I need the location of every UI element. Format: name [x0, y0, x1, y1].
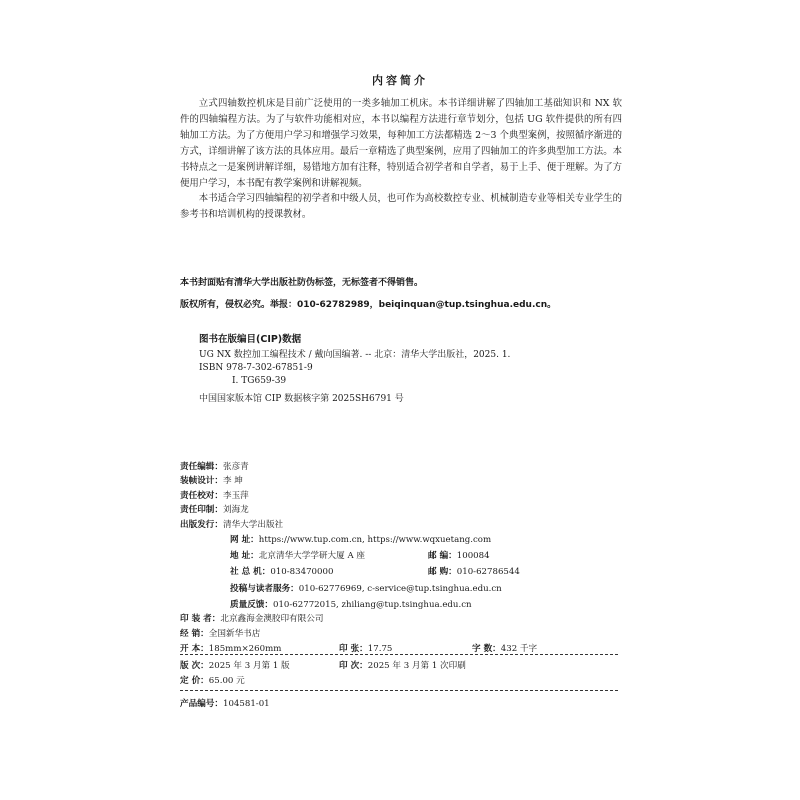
credit-label: 责任校对： [180, 491, 223, 501]
dashed-divider [180, 690, 618, 691]
spec-distributor [180, 627, 260, 643]
cip-isbn: ISBN 978-7-302-67851-9 [199, 363, 313, 373]
publisher-label: 网 址： [230, 535, 259, 545]
intro-title: 内容简介 [372, 74, 428, 87]
credit-label: 出版发行： [180, 520, 223, 530]
publisher-address [230, 549, 365, 565]
publisher-label: 地 址： [230, 551, 259, 561]
credit-label: 装帧设计： [180, 476, 223, 486]
publisher-label: 社 总 机： [230, 567, 271, 577]
credit-value: 李玉萍 [222, 491, 249, 501]
anti-counterfeit-notice: 本书封面贴有清华大学出版社防伪标签，无标签者不得销售。 [180, 278, 424, 288]
publisher-switchboard [230, 565, 333, 581]
spec-value: 2025 年 3 月第 1 次印刷 [367, 661, 466, 671]
credit-value: 张彦青 [222, 462, 249, 472]
credit-value: 李 坤 [222, 476, 243, 486]
spec-value: 17.75 [367, 644, 393, 654]
publisher-label: 投稿与读者服务： [230, 584, 299, 594]
publisher-postcode [428, 549, 490, 565]
publisher-label: 质量反馈： [230, 600, 273, 610]
product-label: 产品编号： [180, 699, 223, 709]
intro-paragraph-2: 本书适合学习四轴编程的初学者和中级人员，也可作为高校数控专业、机械制造专业等相关专业学生的参考书和培训机构的授课教材。 [180, 193, 622, 220]
cip-number: 中国国家版本馆 CIP 数据核字第 2025SH6791 号 [199, 394, 404, 404]
spec-price [180, 674, 245, 690]
intro-paragraph-1: 立式四轴数控机床是目前广泛使用的一类多轴加工机床。本书详细讲解了四轴加工基础知识和 NX 软件的四轴编程方法。为了与软件功能相对应，本书以编程方法进行章节划分，包括 UG 软件提供的所有四轴加工方法。为了方便用户学习和增强学习效果，每种加工方法都精选 2～3 个典型案例，按照循序渐进的方式，详细讲解了该方法的具体应用。最后一章精选了典型案例，应用了四轴加工的许多典型加工方法。本书特点之一是案例讲解详细，易错地方加有注释，特别适合初学者和自学者，易于上手、便于理解。为了方便用户学习，本书配有教学案例和讲解视频。 [180, 98, 622, 189]
publisher-value: 010-83470000 [270, 567, 334, 577]
product-value: 104581-01 [222, 699, 270, 709]
spec-value: 65.00 元 [208, 676, 245, 686]
spec-label: 经 销： [180, 629, 209, 639]
credit-print [180, 503, 249, 519]
spec-label: 字 数： [472, 644, 501, 654]
publisher-value: 北京清华大学学研大厦 A 座 [258, 551, 365, 561]
spec-label: 印 装 者： [180, 614, 221, 624]
publisher-web [230, 533, 491, 549]
publisher-value: 010-62772015, zhiliang@tup.tsinghua.edu.cn [272, 600, 472, 610]
spec-value: 432 千字 [500, 644, 538, 654]
publisher-value: 010-62786544 [456, 567, 520, 577]
spec-printing [339, 659, 466, 675]
credit-label: 责任编辑： [180, 462, 223, 472]
publisher-value: https://www.tup.com.cn, https://www.wqxuetang.com [258, 535, 492, 545]
spec-value: 2025 年 3 月第 1 版 [208, 661, 290, 671]
spec-format [180, 642, 281, 658]
spec-sheets [339, 642, 392, 658]
credit-publisher [180, 518, 283, 534]
spec-label: 印 次： [339, 661, 368, 671]
publisher-label: 邮 编： [428, 551, 457, 561]
spec-edition [180, 659, 290, 675]
spec-label: 印 张： [339, 644, 368, 654]
publisher-label: 邮 购： [428, 567, 457, 577]
publisher-value: 100084 [456, 551, 490, 561]
credit-label: 责任印制： [180, 505, 223, 515]
credit-value: 清华大学出版社 [222, 520, 284, 530]
cip-line: UG NX 数控加工编程技术 / 戴向国编著. -- 北京：清华大学出版社，2025. 1. [199, 350, 511, 360]
spec-label: 开 本： [180, 644, 209, 654]
spec-label: 定 价： [180, 676, 209, 686]
dashed-divider [180, 654, 618, 655]
publisher-mail-order [428, 565, 520, 581]
publisher-service [230, 582, 502, 598]
spec-printer [180, 612, 324, 628]
spec-word-count [472, 642, 537, 658]
product-code [180, 697, 270, 713]
spec-value: 185mm×260mm [208, 644, 282, 654]
copyright-notice: 版权所有，侵权必究。举报：010-62782989，beiqinquan@tup.tsinghua.edu.cn。 [180, 300, 557, 310]
cip-classification: Ⅰ. TG659-39 [232, 376, 287, 386]
credit-value: 刘海龙 [222, 505, 249, 515]
cip-title: 图书在版编目(CIP)数据 [199, 334, 302, 345]
spec-label: 版 次： [180, 661, 209, 671]
publisher-value: 010-62776969, c-service@tup.tsinghua.edu.cn [298, 584, 502, 594]
spec-value: 北京鑫海金澳胶印有限公司 [220, 614, 324, 624]
spec-value: 全国新华书店 [208, 629, 261, 639]
credit-design [180, 474, 243, 490]
